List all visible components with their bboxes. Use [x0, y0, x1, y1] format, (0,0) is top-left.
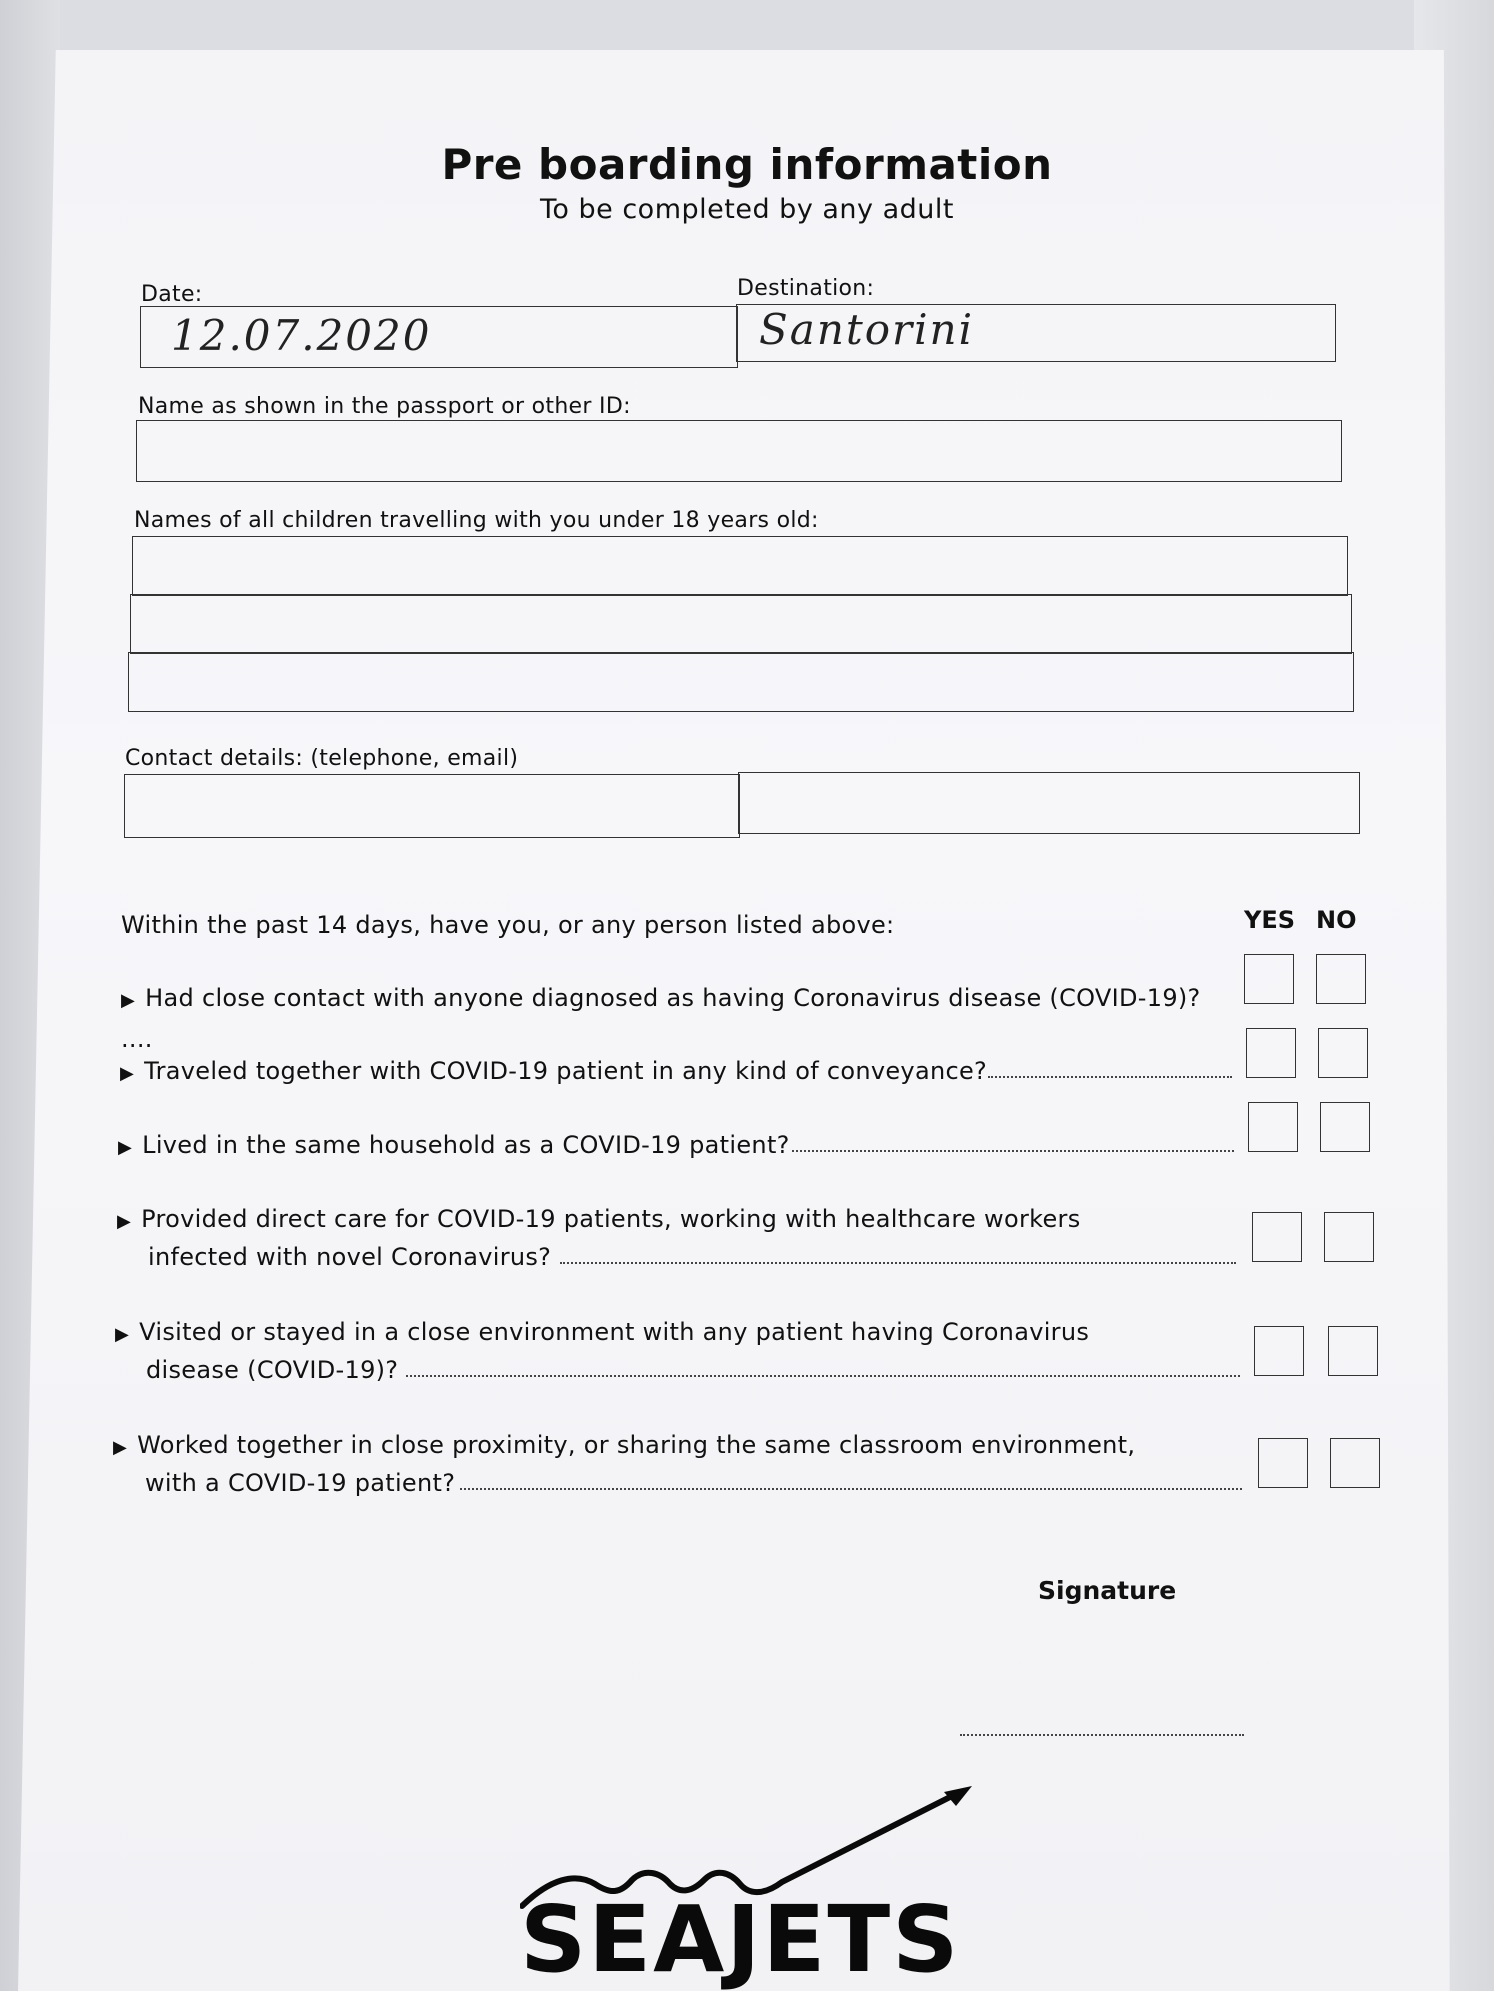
question-5	[115, 1313, 1089, 1354]
question-5-line2: disease (COVID-19)?	[146, 1356, 399, 1384]
form-subtitle: To be completed by any adult	[540, 194, 954, 225]
no-header: NO	[1316, 906, 1357, 934]
question-2-leader	[988, 1076, 1232, 1078]
question-4-text: Provided direct care for COVID-19 patients, working with healthcare workers	[141, 1205, 1081, 1233]
question-2-yes-checkbox[interactable]	[1246, 1028, 1296, 1078]
questions-intro: Within the past 14 days, have you, or any person listed above:	[121, 911, 895, 939]
question-6-no-checkbox[interactable]	[1330, 1438, 1380, 1488]
destination-value: Santorini	[759, 305, 975, 354]
question-4-no-checkbox[interactable]	[1324, 1212, 1374, 1262]
telephone-field[interactable]	[124, 774, 740, 838]
bullet-arrow-icon: ▶	[113, 1437, 128, 1458]
email-field[interactable]	[738, 772, 1360, 834]
contact-label: Contact details: (telephone, email)	[125, 746, 519, 771]
question-3-yes-checkbox[interactable]	[1248, 1102, 1298, 1152]
child-name-field-1[interactable]	[132, 536, 1348, 596]
question-2-no-checkbox[interactable]	[1318, 1028, 1368, 1078]
bullet-arrow-icon: ▶	[120, 1063, 135, 1084]
signature-label: Signature	[1038, 1576, 1177, 1605]
child-name-field-2[interactable]	[130, 594, 1352, 654]
seajets-logo-text: SEAJETS	[520, 1886, 961, 1991]
name-field[interactable]	[136, 420, 1342, 482]
bullet-arrow-icon: ▶	[117, 1211, 132, 1232]
question-3-leader	[792, 1150, 1234, 1152]
question-6-line2: with a COVID-19 patient?	[145, 1469, 456, 1497]
date-field[interactable]	[140, 306, 738, 368]
destination-label: Destination:	[737, 276, 875, 301]
question-4-line2: infected with novel Coronavirus?	[148, 1243, 552, 1271]
form-title: Pre boarding information	[441, 140, 1053, 189]
question-4-leader	[560, 1262, 1236, 1264]
question-5-no-checkbox[interactable]	[1328, 1326, 1378, 1376]
question-6-text: Worked together in close proximity, or sharing the same classroom environment,	[137, 1431, 1136, 1459]
question-1-leader: ....	[121, 1025, 153, 1053]
destination-field[interactable]	[736, 304, 1336, 362]
bullet-arrow-icon: ▶	[118, 1137, 133, 1158]
question-5-leader	[406, 1375, 1240, 1377]
question-1-yes-checkbox[interactable]	[1244, 954, 1294, 1004]
question-6-leader	[460, 1488, 1242, 1490]
question-3	[118, 1126, 790, 1167]
question-4	[117, 1200, 1081, 1241]
question-4-yes-checkbox[interactable]	[1252, 1212, 1302, 1262]
question-1	[121, 979, 1231, 1058]
question-3-no-checkbox[interactable]	[1320, 1102, 1370, 1152]
question-2-text: Traveled together with COVID-19 patient in any kind of conveyance?	[144, 1057, 988, 1085]
bullet-arrow-icon: ▶	[121, 990, 136, 1011]
yes-header: YES	[1244, 906, 1296, 934]
signature-line[interactable]	[960, 1734, 1244, 1736]
question-1-text: Had close contact with anyone diagnosed as having Coronavirus disease (COVID-19)?	[145, 984, 1201, 1012]
question-2	[120, 1052, 987, 1093]
question-6	[113, 1426, 1135, 1467]
question-5-text: Visited or stayed in a close environment with any patient having Coronavirus	[139, 1318, 1090, 1346]
date-label: Date:	[141, 282, 203, 307]
children-label: Names of all children travelling with you under 18 years old:	[134, 508, 819, 533]
date-value: 12.07.2020	[171, 311, 432, 360]
question-5-yes-checkbox[interactable]	[1254, 1326, 1304, 1376]
name-label: Name as shown in the passport or other ID:	[138, 394, 631, 419]
child-name-field-3[interactable]	[128, 652, 1354, 712]
question-3-text: Lived in the same household as a COVID-19 patient?	[142, 1131, 790, 1159]
bullet-arrow-icon: ▶	[115, 1324, 130, 1345]
question-6-yes-checkbox[interactable]	[1258, 1438, 1308, 1488]
question-1-no-checkbox[interactable]	[1316, 954, 1366, 1004]
